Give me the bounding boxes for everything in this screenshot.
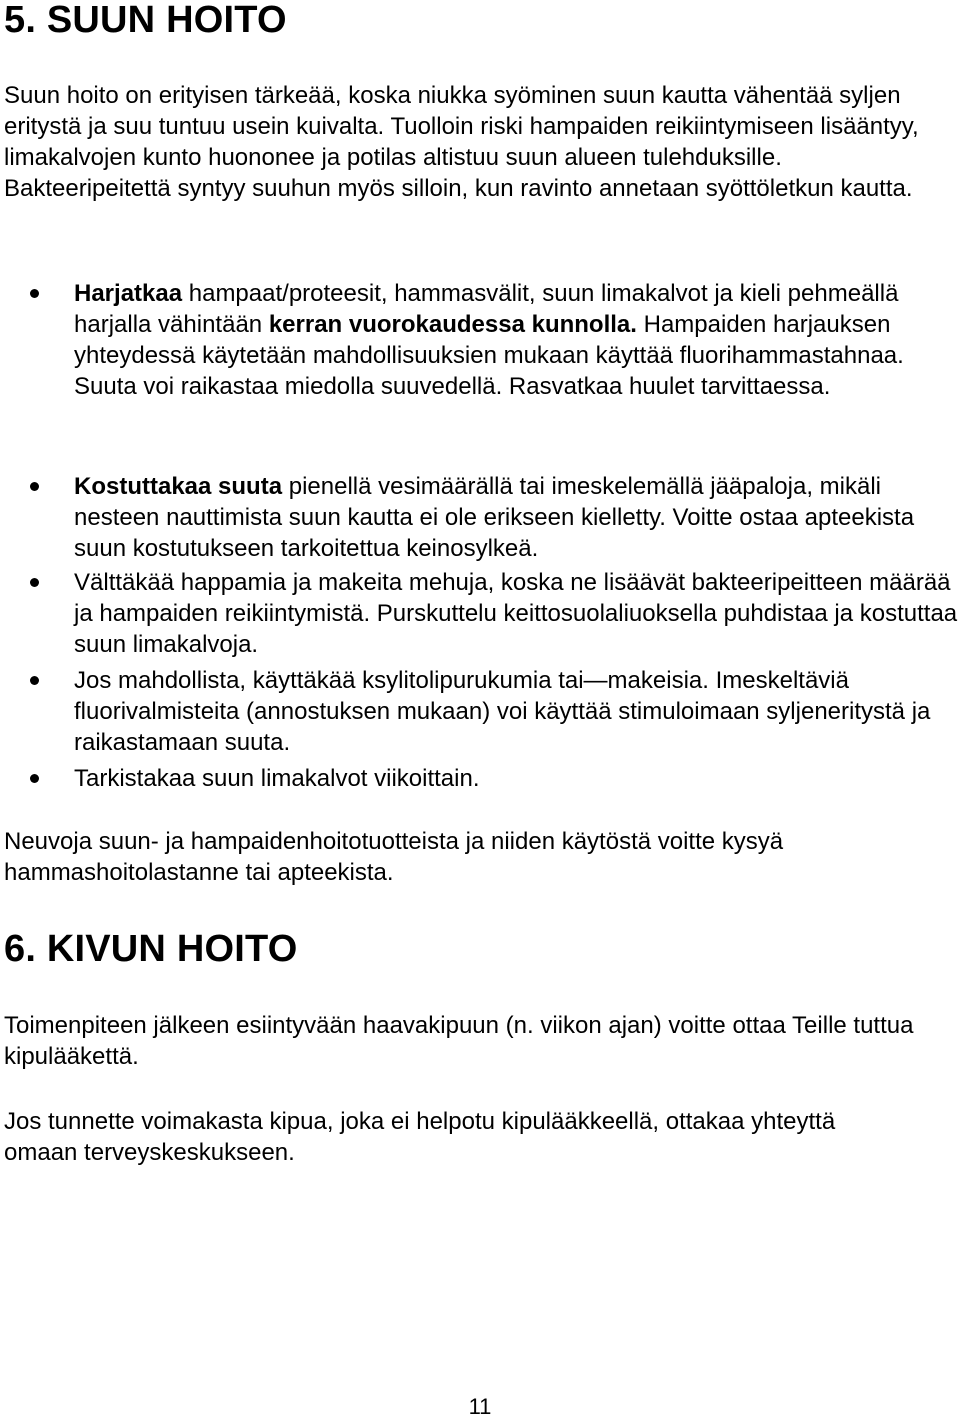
bullet-1-text-part1: hampaat/proteesit, hammasvälit, suun limakalvot ja kieli pehmeällä harjalla vähintään [74,280,899,338]
bullet-4-marker [30,665,45,696]
page-number: 11 [468,1394,492,1419]
section-heading-kivun-hoito: 6. KIVUN HOITO [4,928,298,970]
bullet-5-text: Tarkistakaa suun limakalvot viikoittain. [74,765,480,792]
bullet-2-bold-lead: Kostuttakaa suuta [74,473,283,500]
bullet-1-bold-lead: Harjatkaa [74,280,183,307]
pain-paragraph-2: Jos tunnette voimakasta kipua, joka ei helpotu kipulääkkeellä, ottakaa yhteyttä omaan terveyskeskukseen. [4,1108,836,1166]
section-heading-suun-hoito: 5. SUUN HOITO [4,0,287,41]
bullet-1-bold-emphasis: kerran vuorokaudessa kunnolla. [268,311,637,338]
bullet-1-text [74,278,958,402]
bullet-1-text-part2: Hampaiden harjauksen yhteydessä käytetään mahdollisuuksien mukaan käyttää fluorihammastahnaa. Suuta voi raikastaa miedolla suuvedellä. Rasvatkaa huulet tarvittaessa. [74,311,904,400]
bullet-1-marker [30,278,45,309]
bullet-3-marker [30,567,45,598]
pain-paragraph-1: Toimenpiteen jälkeen esiintyvään haavakipuun (n. viikon ajan) voitte ottaa Teille tuttua kipulääkettä. [4,1012,914,1070]
bullet-2-marker [30,471,45,502]
bullet-2-text [74,471,958,564]
bullet-4-text: Jos mahdollista, käyttäkää ksylitolipurukumia tai—makeisia. Imeskeltäviä fluorivalmisteita (annostuksen mukaan) voi käyttää stimuloimaan syljeneritystä ja raikastamaan suuta. [74,667,931,756]
bullet-2-text-part1: pienellä vesimäärällä tai imeskelemällä jääpaloja, mikäli nesteen nauttimista suun kautta ei ole erikseen kielletty. Voitte ostaa apteekista suun kostutukseen tarkoitettua keinosylkeä. [74,473,915,562]
intro-paragraph: Suun hoito on erityisen tärkeää, koska niukka syöminen suun kautta vähentää syljen eritystä ja suu tuntuu usein kuivalta. Tuolloin riski hampaiden reikiintymiseen lisääntyy, limakalvojen kunto huononee ja potilas altistuu suun alueen tulehduksille. Bakteeripeitettä syntyy suuhun myös silloin, kun ravinto annetaan syöttöletkun kautta. [4,82,919,202]
advice-paragraph: Neuvoja suun- ja hampaidenhoitotuotteista ja niiden käytöstä voitte kysyä hammashoitolastanne tai apteekista. [4,828,784,886]
bullet-3-text: Välttäkää happamia ja makeita mehuja, koska ne lisäävät bakteeripeitteen määrää ja hampaiden reikiintymistä. Purskuttelu keittosuolaliuoksella puhdistaa ja kostuttaa suun limakalvoja. [74,569,958,658]
bullet-5-marker [30,763,45,794]
